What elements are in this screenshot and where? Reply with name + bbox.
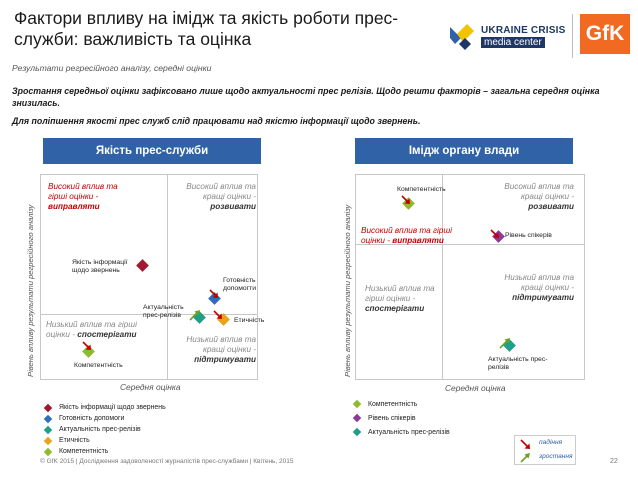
right-quadrant-vertical-divider xyxy=(442,175,443,380)
legend-item: Компетентність xyxy=(43,446,166,457)
right-trend-arrow-icon xyxy=(498,336,512,350)
legend-item: Компетентність xyxy=(352,397,450,411)
legend-marker xyxy=(44,447,52,455)
left-quadrant-top-left-label: Високий вплив та гірші оцінки - виправляти xyxy=(48,182,118,211)
right-point-label-actual: Актуальність прес- релізів xyxy=(488,356,548,371)
logo-divider xyxy=(572,14,573,58)
legend-marker xyxy=(353,414,361,422)
right-point-label-competence: Компетентність xyxy=(397,186,446,193)
point-label-info-quality: Якість інформації щодо звернень xyxy=(72,259,128,274)
point-label-help: Готовність допомогти xyxy=(223,277,257,292)
legend-item: Готовність допомоги xyxy=(43,413,166,424)
right-quadrant-top-right-label: Високий вплив та кращі оцінки - розвивати xyxy=(504,182,574,211)
left-quadrant-vertical-divider xyxy=(167,175,168,380)
legend-item: Рівень спікерів xyxy=(352,411,450,425)
right-trend-arrow-icon xyxy=(488,227,502,241)
footer-text: © GfK 2015 | Дослідження задоволеності журналістів прес-службами | Квітень, 2015 xyxy=(40,458,294,465)
right-panel-heading: Імідж органу влади xyxy=(355,138,573,164)
right-quadrant-top-left-label: Високий вплив та гірші оцінки - виправляти xyxy=(361,226,452,245)
left-trend-arrow-icon xyxy=(188,308,202,322)
point-label-actual: Актуальність прес-релізів xyxy=(143,304,184,319)
right-quadrant-bottom-right-label: Низький вплив та кращі оцінки - підтримувати xyxy=(504,273,574,302)
right-trend-arrow-icon xyxy=(399,193,413,207)
left-quadrant-bottom-left-label: Низький вплив та гірші оцінки - спостерігати xyxy=(46,320,137,339)
legend-marker xyxy=(44,403,52,411)
ucmc-flag-icon xyxy=(447,24,477,50)
trend-up-label: зростання xyxy=(539,453,573,460)
legend-item: Актуальність прес-релізів xyxy=(43,424,166,435)
legend-marker xyxy=(44,414,52,422)
left-x-axis-label: Середня оцінка xyxy=(120,382,181,392)
left-trend-arrow-icon xyxy=(211,308,225,322)
legend-item: Актуальність прес-релізів xyxy=(352,425,450,439)
right-point-label-speaker: Рівень спікерів xyxy=(505,232,552,239)
point-label-competence: Компетентність xyxy=(74,362,123,369)
page-title: Фактори впливу на імідж та якість роботи прес-служби: важливість та оцінка xyxy=(14,8,399,49)
legend-marker xyxy=(44,436,52,444)
point-label-ethics: Етичність xyxy=(234,317,265,324)
trend-legend xyxy=(514,435,576,465)
left-trend-arrow-icon xyxy=(80,339,94,353)
ucmc-logo xyxy=(447,20,567,54)
left-y-axis-label: Рівень впливу результати регресійного аналізу xyxy=(26,204,35,377)
right-quadrant-bottom-left-label: Низький вплив та гірші оцінки - спостерігати xyxy=(365,284,435,313)
ucmc-logo-sub: media center xyxy=(481,37,545,48)
legend-marker xyxy=(353,428,361,436)
right-y-axis-label: Рівень впливу результати регресійного аналізу xyxy=(343,204,352,377)
ucmc-logo-name: UKRAINE CRISIS xyxy=(481,25,566,36)
right-x-axis-label: Середня оцінка xyxy=(445,383,506,393)
legend-item: Етичність xyxy=(43,435,166,446)
gfk-logo: GfK xyxy=(580,14,630,54)
left-legend xyxy=(43,402,166,457)
recommendation-note: Для поліпшення якості прес служб слід працювати над якістю інформації щодо звернень. xyxy=(12,116,421,126)
left-panel-heading: Якість прес-служби xyxy=(43,138,261,164)
page-subtitle: Результати регресійного аналізу, середні оцінки xyxy=(12,63,212,73)
left-quadrant-top-right-label: Високий вплив та кращі оцінки - розвивати xyxy=(186,182,256,211)
arrow-down-icon xyxy=(519,438,533,450)
right-legend xyxy=(352,397,450,439)
legend-marker xyxy=(44,425,52,433)
legend-marker xyxy=(353,400,361,408)
arrow-up-icon xyxy=(519,452,533,464)
summary-note: Зростання середньої оцінки зафіксовано лише щодо актуальності прес релізів. Щодо решти факторів – загальна середня оцінка знизилась. xyxy=(12,86,600,108)
left-quadrant-bottom-right-label: Низький вплив та кращі оцінки - підтримувати xyxy=(186,335,256,364)
page-number: 22 xyxy=(610,458,618,465)
legend-item: Якість інформації щодо звернень xyxy=(43,402,166,413)
left-trend-arrow-icon xyxy=(207,287,221,301)
trend-down-label: падіння xyxy=(539,439,563,446)
